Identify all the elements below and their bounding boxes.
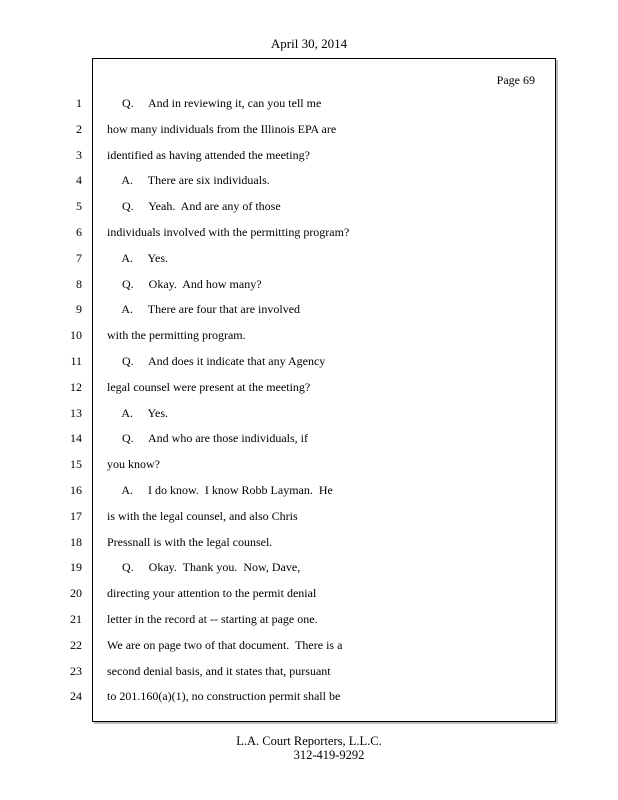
line-number: 18 (70, 535, 82, 549)
line-number: 14 (70, 431, 82, 445)
page-number: Page 69 (496, 73, 535, 87)
line-number: 24 (70, 689, 82, 703)
line-text: Q. And who are those individuals, if (107, 431, 308, 445)
line-number: 20 (70, 586, 82, 600)
line-number: 17 (70, 509, 82, 523)
line-text: individuals involved with the permitting program? (107, 225, 350, 239)
line-text: A. Yes. (107, 406, 169, 420)
line-number: 10 (70, 328, 82, 342)
header-date: April 30, 2014 (270, 36, 348, 51)
line-text: Q. Okay. And how many? (107, 277, 262, 291)
line-text: directing your attention to the permit denial (107, 586, 317, 600)
line-number: 1 (76, 96, 82, 110)
line-text: second denial basis, and it states that, pursuant (107, 664, 331, 678)
line-number: 16 (70, 483, 82, 497)
line-text: Q. And does it indicate that any Agency (107, 354, 326, 368)
line-number: 22 (70, 638, 82, 652)
line-number: 13 (70, 406, 82, 420)
line-text: Q. Yeah. And are any of those (107, 199, 281, 213)
line-number: 3 (76, 148, 82, 162)
line-text: legal counsel were present at the meeting? (107, 380, 311, 394)
line-number: 15 (70, 457, 82, 471)
line-text: A. There are four that are involved (107, 302, 301, 316)
line-text: A. I do know. I know Robb Layman. He (107, 483, 333, 497)
line-text: how many individuals from the Illinois EPA are (107, 122, 337, 136)
line-number: 12 (70, 380, 82, 394)
line-text: with the permitting program. (107, 328, 246, 342)
footer-company: L.A. Court Reporters, L.L.C. (236, 734, 382, 748)
line-text: Pressnall is with the legal counsel. (107, 535, 273, 549)
line-number: 9 (76, 302, 82, 316)
line-text: identified as having attended the meeting? (107, 148, 310, 162)
line-text: you know? (107, 457, 160, 471)
line-number: 8 (76, 277, 82, 291)
line-text: A. There are six individuals. (107, 173, 270, 187)
line-text: Q. And in reviewing it, can you tell me (107, 96, 322, 110)
line-number: 19 (70, 560, 82, 574)
line-number: 7 (76, 251, 82, 265)
footer (0, 734, 618, 762)
line-number: 2 (76, 122, 82, 136)
line-number: 5 (76, 199, 82, 213)
line-text: Q. Okay. Thank you. Now, Dave, (107, 560, 301, 574)
line-number: 23 (70, 664, 82, 678)
line-number: 4 (76, 173, 82, 187)
line-text: is with the legal counsel, and also Chris (107, 509, 298, 523)
line-number: 11 (70, 354, 82, 368)
line-text: to 201.160(a)(1), no construction permit shall be (107, 689, 341, 703)
line-text: We are on page two of that document. There is a (107, 638, 343, 652)
line-number: 6 (76, 225, 82, 239)
line-number: 21 (70, 612, 82, 626)
line-text: A. Yes. (107, 251, 169, 265)
line-text: letter in the record at -- starting at page one. (107, 612, 318, 626)
footer-phone: 312-419-9292 (293, 748, 365, 762)
